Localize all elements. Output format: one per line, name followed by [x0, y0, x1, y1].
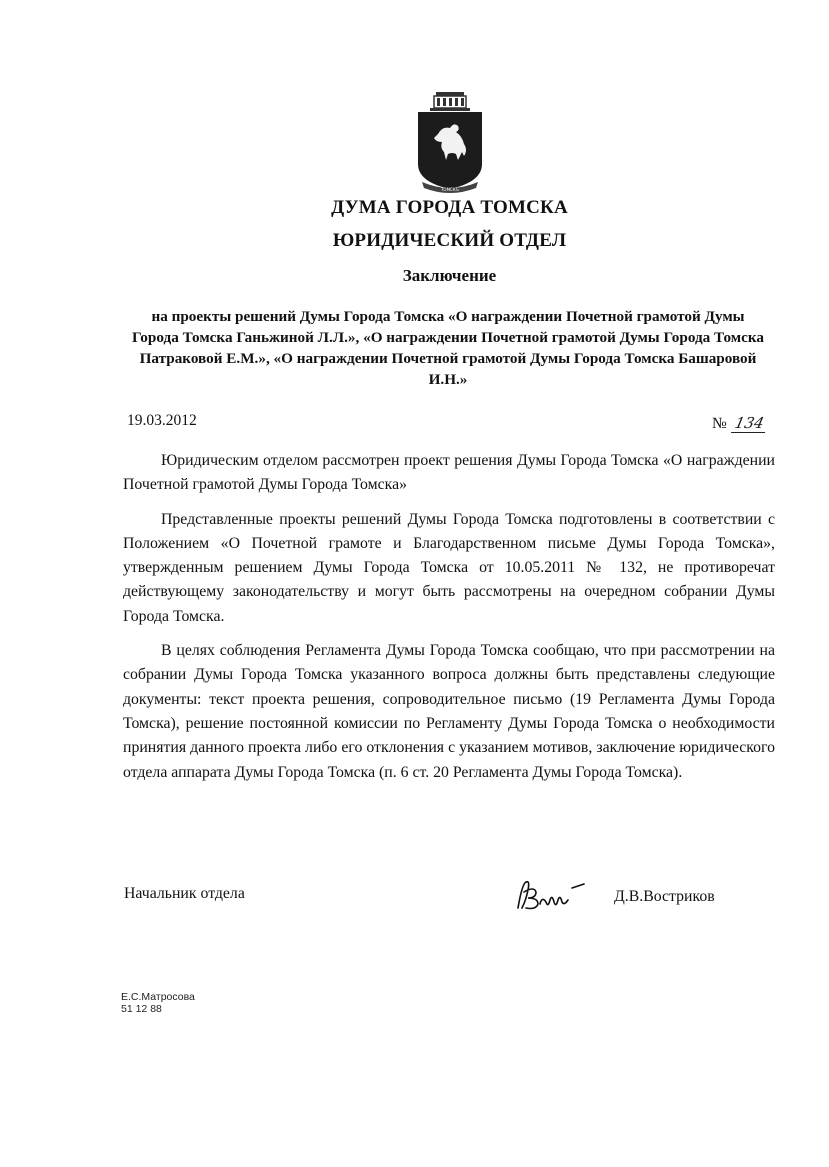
paragraph: Юридическим отделом рассмотрен проект решения Думы Города Томска «О награждении Почетной грамотой Думы Города Томска» — [123, 452, 775, 494]
number-value: 134 — [731, 414, 769, 433]
department-name: ЮРИДИЧЕСКИЙ ОТДЕЛ — [332, 230, 567, 251]
executor-info — [121, 991, 195, 1015]
organization-name: ДУМА ГОРОДА ТОМСКА — [331, 197, 568, 218]
document-number — [712, 414, 766, 433]
document-body — [123, 449, 775, 795]
emblem-ribbon-text: ТОМСКЪ — [440, 187, 460, 192]
document-title: Заключение — [402, 266, 497, 285]
tomsk-coat-of-arms-icon — [412, 90, 488, 196]
number-label: № — [712, 415, 727, 432]
executor-phone: 51 12 88 — [121, 1003, 162, 1015]
document-subject: на проекты решений Думы Города Томска «О награждении Почетной грамотой Думы Города Томска Ганьжиной Л.Л.», «О награждении Почетной грамотой Думы Города Томска Патраковой Е.М.», «О награждении Почетной грамотой Думы Города Томска Башаровой И.Н.» — [131, 308, 765, 388]
paragraph: Представленные проекты решений Думы Города Томска подготовлены в соответствии с Положением «О Почетной грамоте и Благодарственном письме Думы Города Томска», утвержденным решением Думы Города Томска от 10.05.2011 № 132, не противоречат действующему законодательству и могут быть рассмотрены на очередном собрании Думы Города Томска. — [123, 510, 775, 625]
signatory-name: Д.В.Востриков — [614, 888, 715, 905]
signatory-role: Начальник отдела — [124, 885, 245, 902]
handwritten-signature — [512, 874, 592, 918]
executor-name: Е.С.Матросова — [121, 991, 195, 1003]
paragraph: В целях соблюдения Регламента Думы Города Томска сообщаю, что при рассмотрении на собрании Думы Города Томска указанного вопроса должны быть представлены следующие документы: текст проекта решения, сопроводительное письмо (19 Регламента Думы Города Томска), решение постоянной комиссии по Регламенту Думы Города Томска о необходимости принятия данного проекта либо его отклонения с указанием мотивов, заключение юридического отдела аппарата Думы Города Томска (п. 6 ст. 20 Регламента Думы Города Томска). — [123, 642, 775, 781]
document-date: 19.03.2012 — [127, 412, 197, 429]
